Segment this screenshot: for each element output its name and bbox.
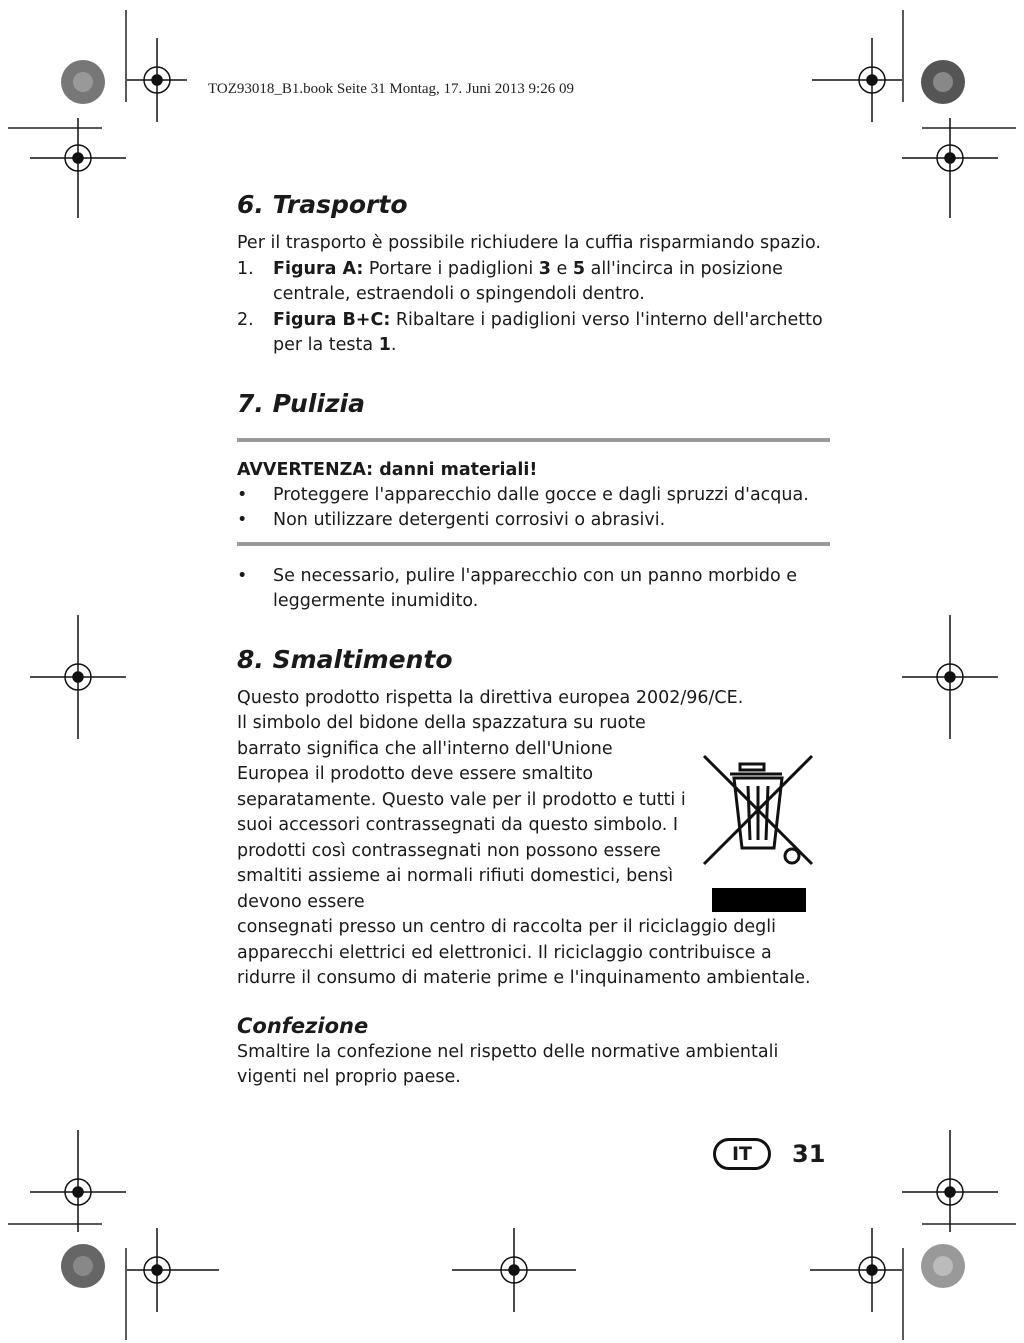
list-item: 1. Figura A: Portare i padiglioni 3 e 5 all'incirca in posizione centrale, estraendoli o spingendoli dentro.: [237, 258, 783, 304]
packaging-title: Confezione: [237, 1013, 369, 1038]
transport-steps: [237, 257, 832, 359]
packaging-text: Smaltire la confezione nel rispetto delle normative ambientali vigenti nel proprio paese.: [237, 1041, 779, 1087]
section-title-cleaning: 7. Pulizia: [237, 388, 365, 418]
list-item: 2. Figura B+C: Ribaltare i padiglioni verso l'interno dell'archetto per la testa 1.: [237, 309, 823, 355]
disposal-rest-text: consegnati presso un centro di raccolta per il riciclaggio degli apparecchi elettrici ed elettronici. Il riciclaggio contribuisce a ridurre il consumo di materie prime e l'inquinamento ambientale.: [237, 917, 811, 988]
crossed-bin-icon: [700, 752, 816, 914]
print-slug: TOZ93018_B1.book Seite 31 Montag, 17. Juni 2013 9:26 09: [208, 81, 574, 97]
disposal-line1: Questo prodotto rispetta la direttiva europea 2002/96/CE.: [237, 687, 744, 708]
section-title-disposal: 8. Smaltimento: [237, 644, 453, 674]
language-badge: IT: [713, 1138, 771, 1170]
warning-list: [237, 483, 832, 534]
section-title-transport: 6. Trasporto: [237, 190, 408, 219]
divider: [237, 438, 830, 442]
disposal-wrap-text: Il simbolo del bidone della spazzatura su ruote barrato significa che all'interno dell'Unione Europea il prodotto deve essere smaltito separatamente. Questo vale per il prodotto e tutti i suoi accessori contrassegnati da questo simbolo. I prodotti così contrassegnati non possono essere smaltiti assieme ai normali rifiuti domestici, bensì devono essere: [237, 713, 686, 912]
list-item: • Non utilizzare detergenti corrosivi o abrasivi.: [237, 510, 666, 530]
divider: [237, 542, 830, 546]
page-content: [237, 190, 832, 1091]
cleaning-list: [237, 564, 832, 615]
list-item: • Proteggere l'apparecchio dalle gocce e dagli spruzzi d'acqua.: [237, 484, 809, 505]
transport-intro: Per il trasporto è possibile richiudere la cuffia risparmiando spazio.: [237, 233, 821, 253]
warning-title: AVVERTENZA: danni materiali!: [237, 459, 538, 480]
page-number: 31: [792, 1140, 826, 1168]
list-item: • Se necessario, pulire l'apparecchio con un panno morbido e leggermente inumidito.: [237, 565, 798, 611]
